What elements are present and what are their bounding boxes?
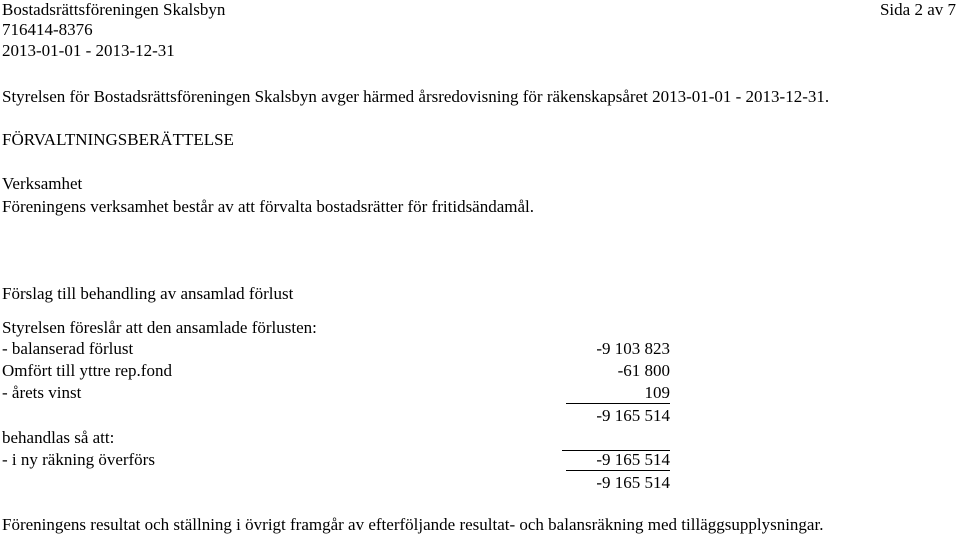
report-title: FÖRVALTNINGSBERÄTTELSE xyxy=(2,130,234,149)
row-label-maintenance-fund: Omfört till yttre rep.fond xyxy=(2,361,172,380)
activity-text: Föreningens verksamhet består av att förvalta bostadsrätter för fritidsändamål. xyxy=(2,197,535,216)
page-indicator: Sida 2 av 7 xyxy=(879,0,956,19)
row-label-year-profit: - årets vinst xyxy=(2,383,82,402)
closing-text: Föreningens resultat och ställning i övrigt framgår av efterföljande resultat- och balansräkning med tilläggsupplysningar. xyxy=(2,515,824,534)
row-value-maintenance-fund: -61 800 xyxy=(617,361,670,380)
org-name: Bostadsrättsföreningen Skalsbyn xyxy=(2,0,226,19)
total-value: -9 165 514 xyxy=(596,473,670,492)
fiscal-period: 2013-01-01 - 2013-12-31 xyxy=(2,41,175,60)
subtotal-value: -9 165 514 xyxy=(596,406,670,425)
org-number: 716414-8376 xyxy=(2,20,93,39)
row-value-year-profit: 109 xyxy=(644,383,670,402)
treated-label: behandlas så att: xyxy=(2,428,115,447)
activity-heading: Verksamhet xyxy=(2,174,83,193)
total-rule xyxy=(566,470,670,471)
subtotal-rule xyxy=(566,403,670,404)
proposal-heading: Förslag till behandling av ansamlad förlust xyxy=(2,284,294,303)
carry-forward-value: -9 165 514 xyxy=(596,450,670,469)
row-label-balanced-loss: - balanserad förlust xyxy=(2,339,134,358)
intro-text: Styrelsen för Bostadsrättsföreningen Skalsbyn avger härmed årsredovisning för räkenskapsåret 2013-01-01 - 2013-12-31. xyxy=(2,87,830,106)
row-value-balanced-loss: -9 103 823 xyxy=(596,339,670,358)
carry-forward-label: - i ny räkning överförs xyxy=(2,450,155,469)
proposal-lead: Styrelsen föreslår att den ansamlade förlusten: xyxy=(2,318,317,337)
